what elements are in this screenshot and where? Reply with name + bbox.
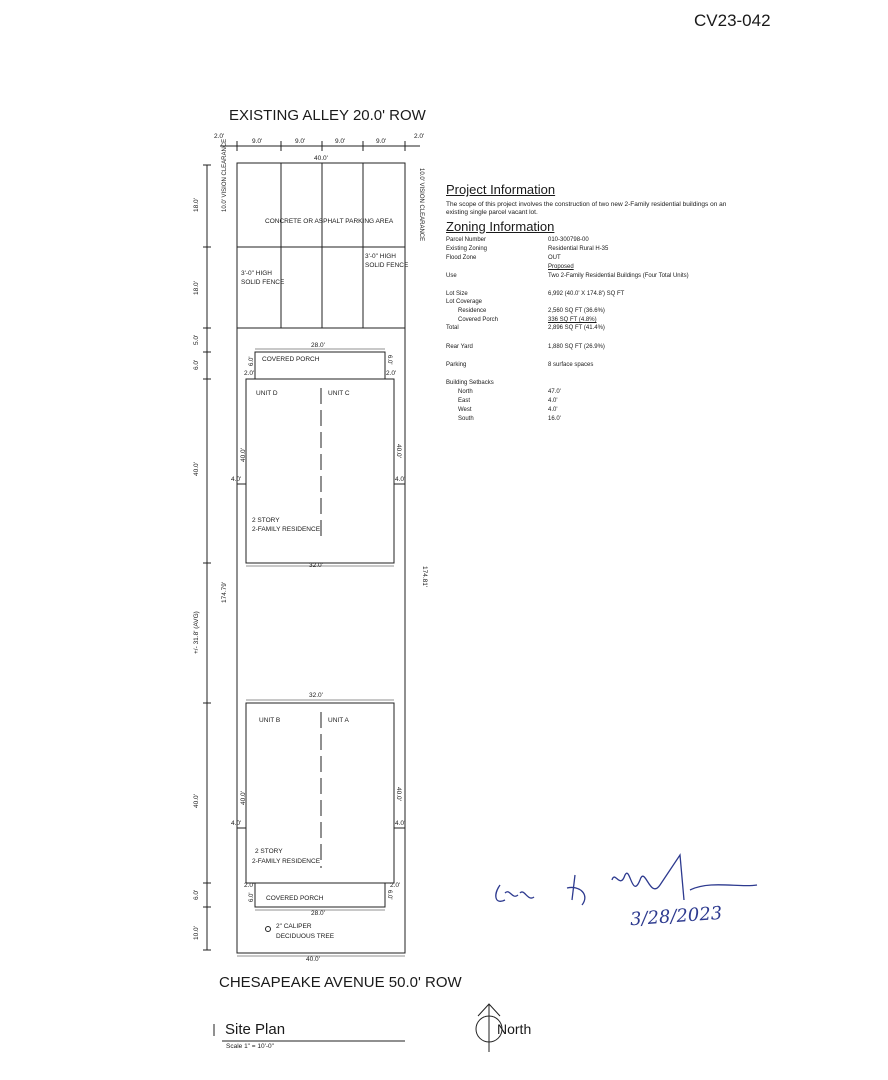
top-dim-bay-1: 9.0' (252, 138, 263, 145)
case-number: CV23-042 (694, 11, 771, 30)
left-dim-3: 5.0' (193, 334, 200, 345)
north-building-outline (246, 379, 394, 563)
parking-area-label: CONCRETE OR ASPHALT PARKING AREA (265, 218, 394, 225)
zoning-value-flood: OUT (548, 255, 561, 261)
south-porch-depth-left: 6.0' (249, 892, 255, 902)
south-porch-width: 28.0' (311, 910, 325, 917)
north-inset-right: 2.0' (386, 370, 397, 377)
signature-strokes (496, 855, 757, 905)
left-dim-1: 18.0' (193, 198, 200, 212)
unit-a-label: UNIT A (328, 717, 349, 724)
fence-left-line1: 3'-0" HIGH (241, 270, 272, 277)
project-info-title: Project Information (446, 182, 556, 197)
zoning-value-residence: 2,560 SQ FT (36.6%) (548, 308, 605, 314)
zoning-value-porch: 336 SQ FT (4.8%) (548, 317, 597, 323)
bottom-width: 40.0' (306, 956, 320, 963)
left-dim-9: 10.0' (193, 926, 200, 940)
zoning-value-existing: Residential Rural H-35 (548, 246, 609, 252)
north-depth-right: 40.0' (395, 444, 402, 458)
zoning-value-use: Two 2-Family Residential Buildings (Four Total Units) (548, 273, 689, 279)
tree-line2: DECIDUOUS TREE (276, 933, 335, 940)
unit-d-label: UNIT D (256, 390, 278, 397)
south-type-line1: 2 STORY (255, 848, 283, 855)
north-porch-depth-left: 6.0' (249, 356, 255, 366)
north-type-line2: 2-FAMILY RESIDENCE (252, 526, 321, 533)
tree-line1: 2" CALIPER (276, 923, 312, 930)
zoning-value-total: 2,896 SQ FT (41.4%) (548, 325, 605, 331)
left-dim-4: 6.0' (193, 359, 200, 370)
south-porch-depth-right: 6.0' (386, 890, 392, 900)
left-dim-2: 18.0' (193, 281, 200, 295)
north-building-width: 32.0' (309, 562, 323, 569)
north-porch-width: 28.0' (311, 342, 325, 349)
south-inset-right: 2.0' (390, 882, 401, 889)
vision-clearance-left: 10.0' VISION CLEARANCE (222, 138, 228, 212)
unit-b-label: UNIT B (259, 717, 281, 724)
top-dim-left: 2.0' (214, 133, 225, 140)
north-setback-left: 4.0' (231, 476, 242, 483)
north-porch-label: COVERED PORCH (262, 356, 320, 363)
zoning-label-total: Total (446, 325, 459, 331)
project-info-text-2: existing single parcel vacant lot. (446, 209, 538, 216)
left-dim-7: 40.0' (193, 794, 200, 808)
zoning-label-existing: Existing Zoning (446, 246, 488, 252)
zoning-value-south: 16.0' (548, 416, 561, 422)
zoning-value-rear-yard: 1,880 SQ FT (26.9%) (548, 344, 605, 350)
south-building-outline (246, 703, 394, 883)
zoning-info-title: Zoning Information (446, 219, 555, 234)
project-info-text-1: The scope of this project involves the construction of two new 2-Family residential buildings on an (446, 201, 727, 208)
top-dim-right: 2.0' (414, 133, 425, 140)
unit-c-label: UNIT C (328, 390, 350, 397)
north-setback-right: 4.0' (395, 476, 406, 483)
top-dim-bay-3: 9.0' (335, 138, 346, 145)
zoning-label-porch: Covered Porch (458, 317, 499, 323)
zoning-label-south: South (458, 416, 474, 422)
top-dim-total: 40.0' (314, 155, 328, 162)
south-depth-right: 40.0' (395, 787, 402, 801)
zoning-value-west: 4.0' (548, 407, 558, 413)
vision-clearance-right: 10.0' VISION CLEARANCE (418, 168, 424, 242)
zoning-value-parcel: 010-300798-00 (548, 237, 589, 243)
zoning-label-residence: Residence (458, 308, 487, 314)
south-setback-left: 4.0' (231, 820, 242, 827)
street-label: CHESAPEAKE AVENUE 50.0' ROW (219, 974, 462, 991)
tree-symbol (266, 927, 271, 932)
site-plan-scale: Scale 1" = 10'-0" (226, 1043, 274, 1050)
zoning-value-proposed: Proposed (548, 264, 574, 270)
north-depth-left: 40.0' (240, 448, 247, 462)
zoning-label-lot-size: Lot Size (446, 291, 468, 297)
zoning-label-north: North (458, 389, 473, 395)
fence-right-line1: 3'-0" HIGH (365, 253, 396, 260)
zoning-label-east: East (458, 398, 471, 404)
zoning-label-rear-yard: Rear Yard (446, 344, 473, 350)
north-type-line1: 2 STORY (252, 517, 280, 524)
zoning-label-parking: Parking (446, 362, 467, 368)
top-dim-bay-4: 9.0' (376, 138, 387, 145)
fence-left-line2: SOLID FENCE (241, 279, 285, 286)
zoning-label-west: West (458, 407, 472, 413)
zoning-label-parcel: Parcel Number (446, 237, 487, 243)
alley-label: EXISTING ALLEY 20.0' ROW (229, 107, 426, 124)
south-type-line2: 2-FAMILY RESIDENCE (252, 858, 321, 865)
south-inset-left: 2.0' (244, 882, 255, 889)
zoning-value-east: 4.0' (548, 398, 558, 404)
north-porch-depth-right: 6.0' (386, 355, 392, 365)
site-plan-title: Site Plan (225, 1021, 286, 1038)
north-label: North (497, 1021, 532, 1037)
signature-date: 3/28/2023 (629, 902, 723, 931)
left-dim-8: 6.0' (193, 889, 200, 900)
side-length-right: 174.81' (421, 566, 428, 588)
south-porch-label: COVERED PORCH (266, 895, 324, 902)
zoning-value-parking: 8 surface spaces (548, 362, 594, 368)
south-setback-right: 4.0' (395, 820, 406, 827)
zoning-label-setbacks: Building Setbacks (446, 380, 494, 386)
left-dim-5: 40.0' (193, 462, 200, 476)
zoning-label-flood: Flood Zone (446, 255, 477, 261)
side-length-left: 174.79' (221, 581, 228, 603)
top-dim-bay-2: 9.0' (295, 138, 306, 145)
south-building-width: 32.0' (309, 692, 323, 699)
zoning-value-north: 47.0' (548, 389, 561, 395)
zoning-label-use: Use (446, 273, 457, 279)
left-dim-6: +/- 31.8' (AVG) (193, 611, 200, 654)
zoning-value-lot-size: 6,992 (40.0' X 174.8') SQ FT (548, 291, 625, 297)
south-depth-left: 40.0' (240, 791, 247, 805)
zoning-label-coverage: Lot Coverage (446, 299, 483, 305)
north-inset-left: 2.0' (244, 370, 255, 377)
fence-right-line2: SOLID FENCE (365, 262, 409, 269)
